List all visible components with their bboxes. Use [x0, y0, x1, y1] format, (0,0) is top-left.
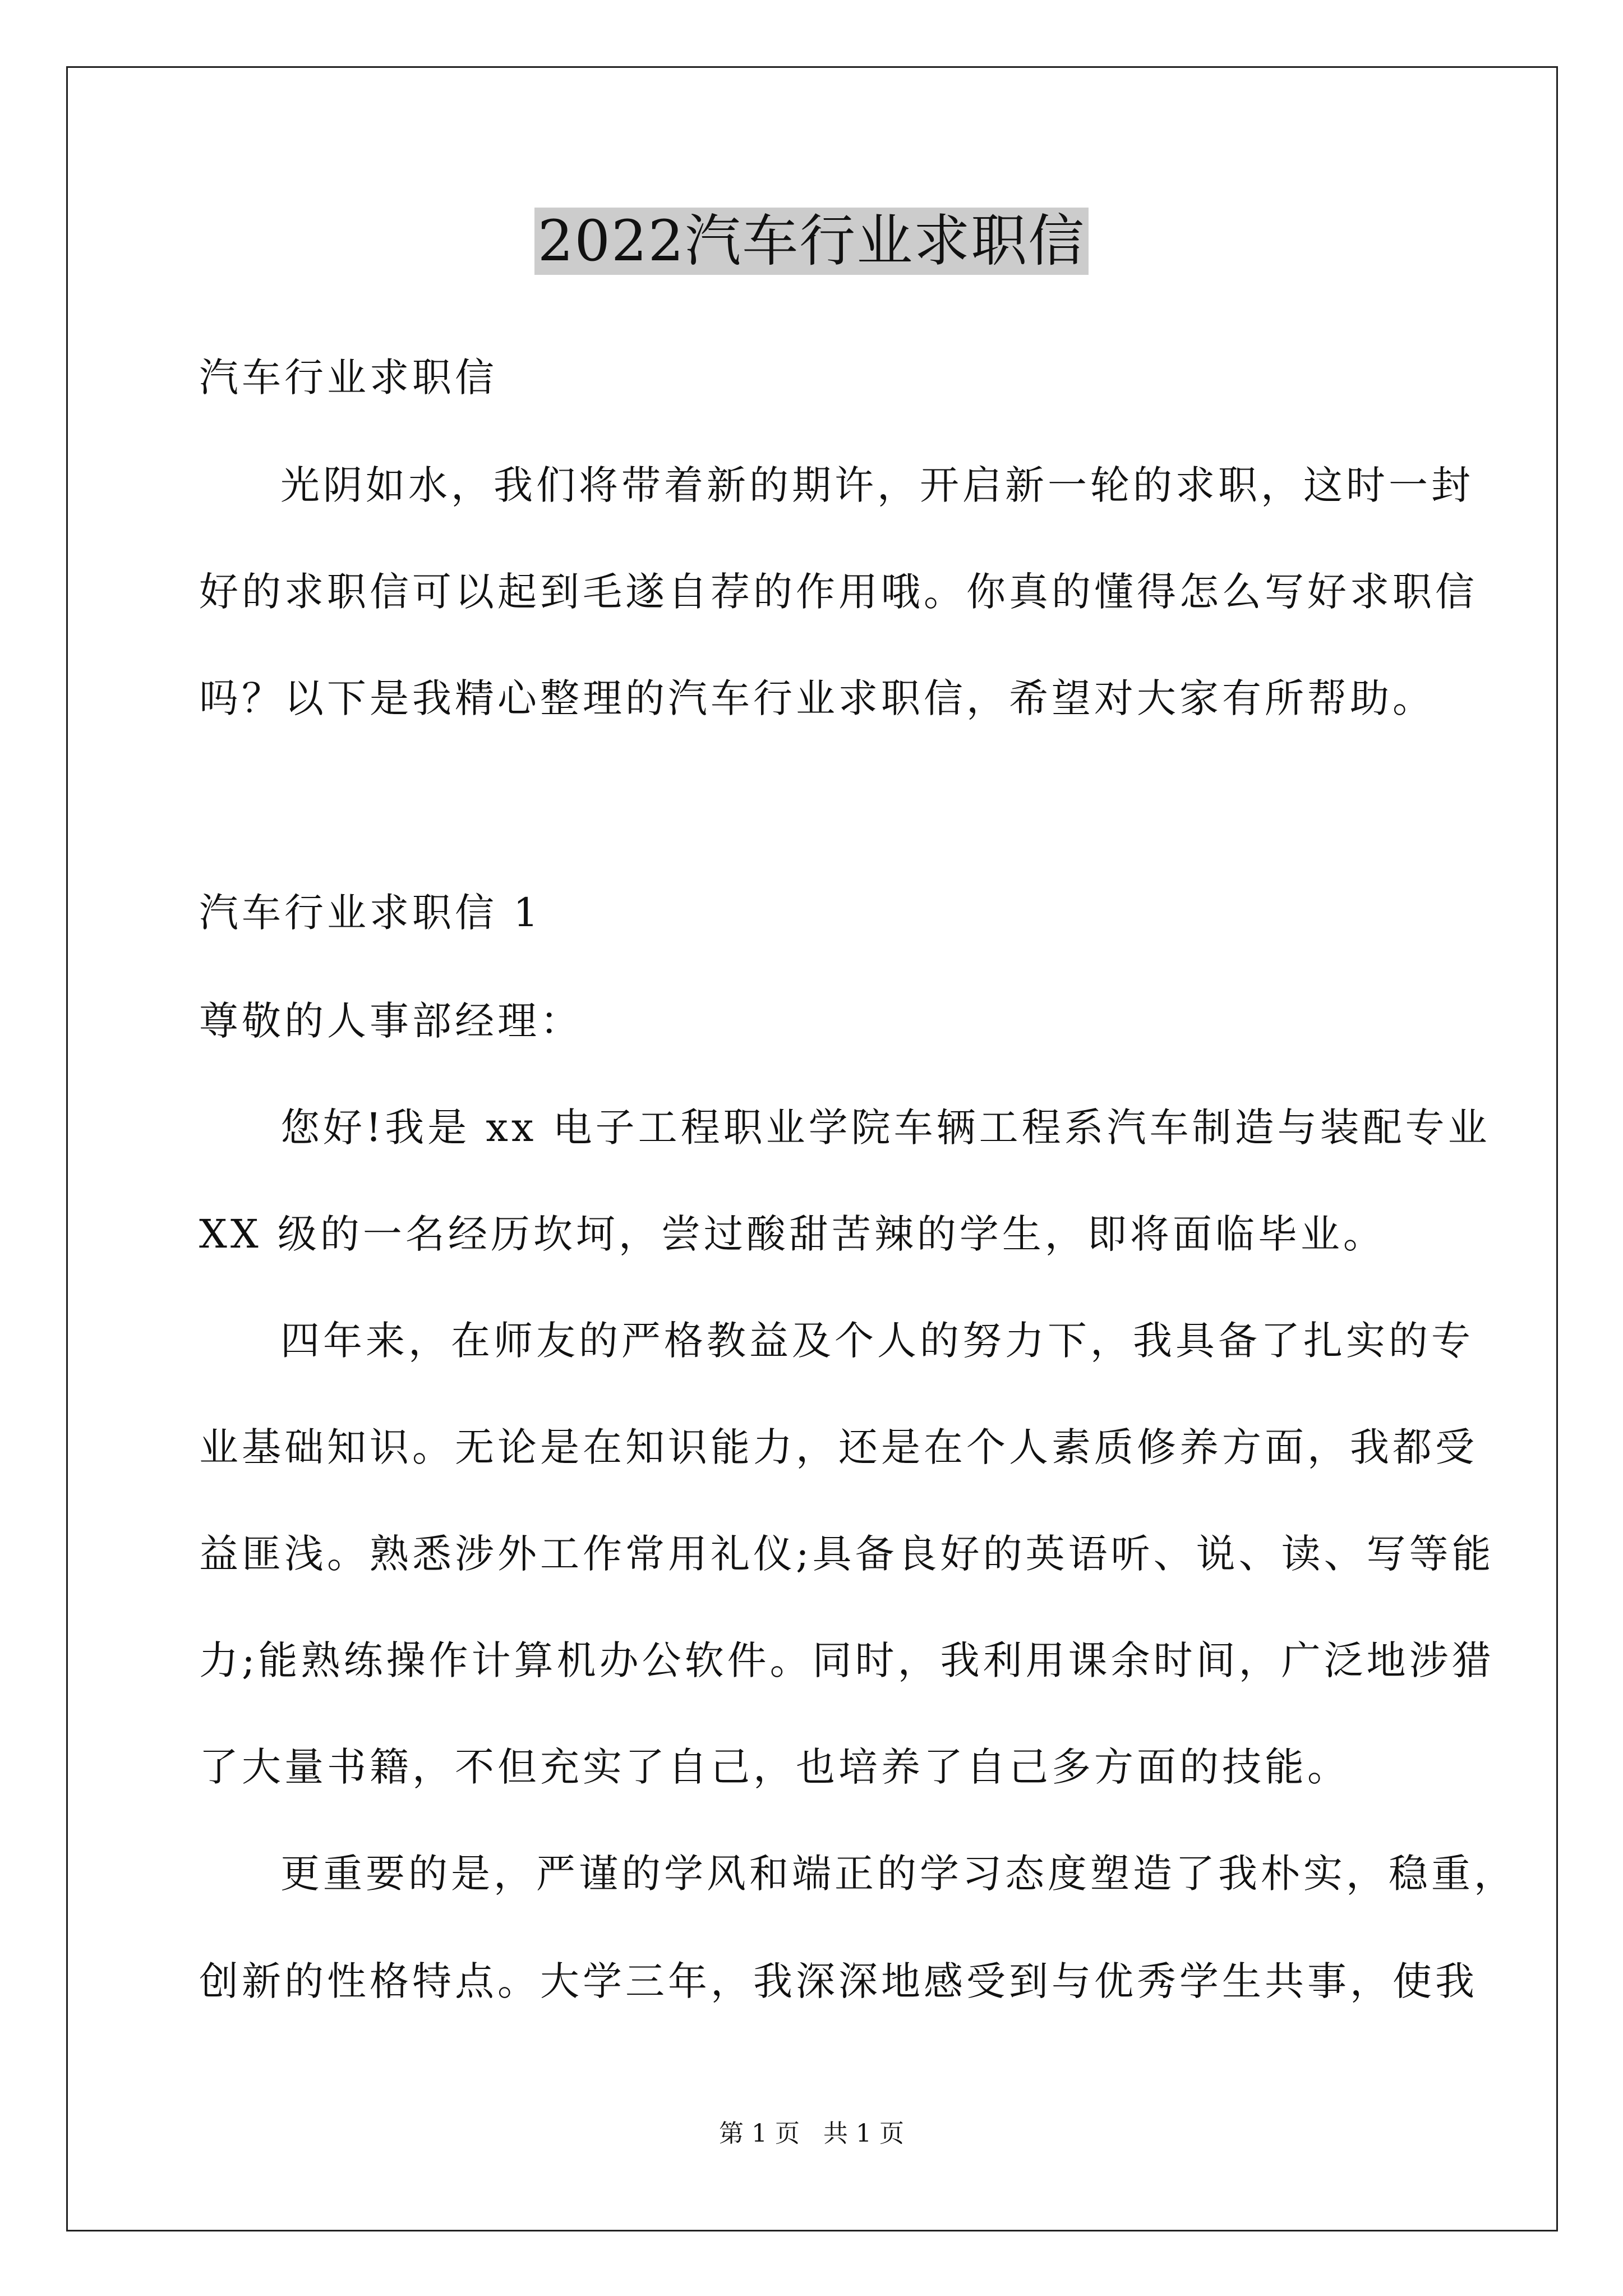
salutation: 尊敬的人事部经理： — [199, 998, 583, 1044]
paragraph-line: 力;能熟练操作计算机办公软件。同时，我利用课余时间，广泛地涉猎 — [199, 1637, 1495, 1683]
paragraph-line: 业基础知识。无论是在知识能力，还是在个人素质修养方面，我都受 — [199, 1424, 1478, 1470]
paragraph-line: 益匪浅。熟悉涉外工作常用礼仪;具备良好的英语听、说、读、写等能 — [199, 1531, 1495, 1577]
paragraph-line: 好的求职信可以起到毛遂自荐的作用哦。你真的懂得怎么写好求职信 — [199, 569, 1478, 615]
section-heading: 汽车行业求职信 1 — [199, 890, 542, 936]
paragraph-line: 吗？以下是我精心整理的汽车行业求职信，希望对大家有所帮助。 — [199, 675, 1435, 721]
paragraph-line: 您好!我是 xx 电子工程职业学院车辆工程系汽车制造与装配专业 — [280, 1105, 1491, 1151]
paragraph-line: 创新的性格特点。大学三年，我深深地感受到与优秀学生共事，使我 — [199, 1958, 1478, 2004]
paragraph-line: 四年来，在师友的严格教益及个人的努力下，我具备了扎实的专 — [280, 1318, 1474, 1364]
paragraph-line: XX 级的一名经历坎坷，尝过酸甜苦辣的学生，即将面临毕业。 — [199, 1211, 1386, 1257]
paragraph-line: 光阴如水，我们将带着新的期许，开启新一轮的求职，这时一封 — [280, 462, 1474, 508]
paragraph-line: 了大量书籍，不但充实了自己，也培养了自己多方面的技能。 — [199, 1744, 1350, 1790]
title-area — [0, 208, 1623, 275]
page-footer: 第 1 页 共 1 页 — [719, 2119, 904, 2148]
document-title: 2022汽车行业求职信 — [534, 208, 1089, 275]
paragraph-line: 汽车行业求职信 — [199, 355, 497, 401]
paragraph-line: 更重要的是，严谨的学风和端正的学习态度塑造了我朴实，稳重， — [280, 1851, 1516, 1897]
